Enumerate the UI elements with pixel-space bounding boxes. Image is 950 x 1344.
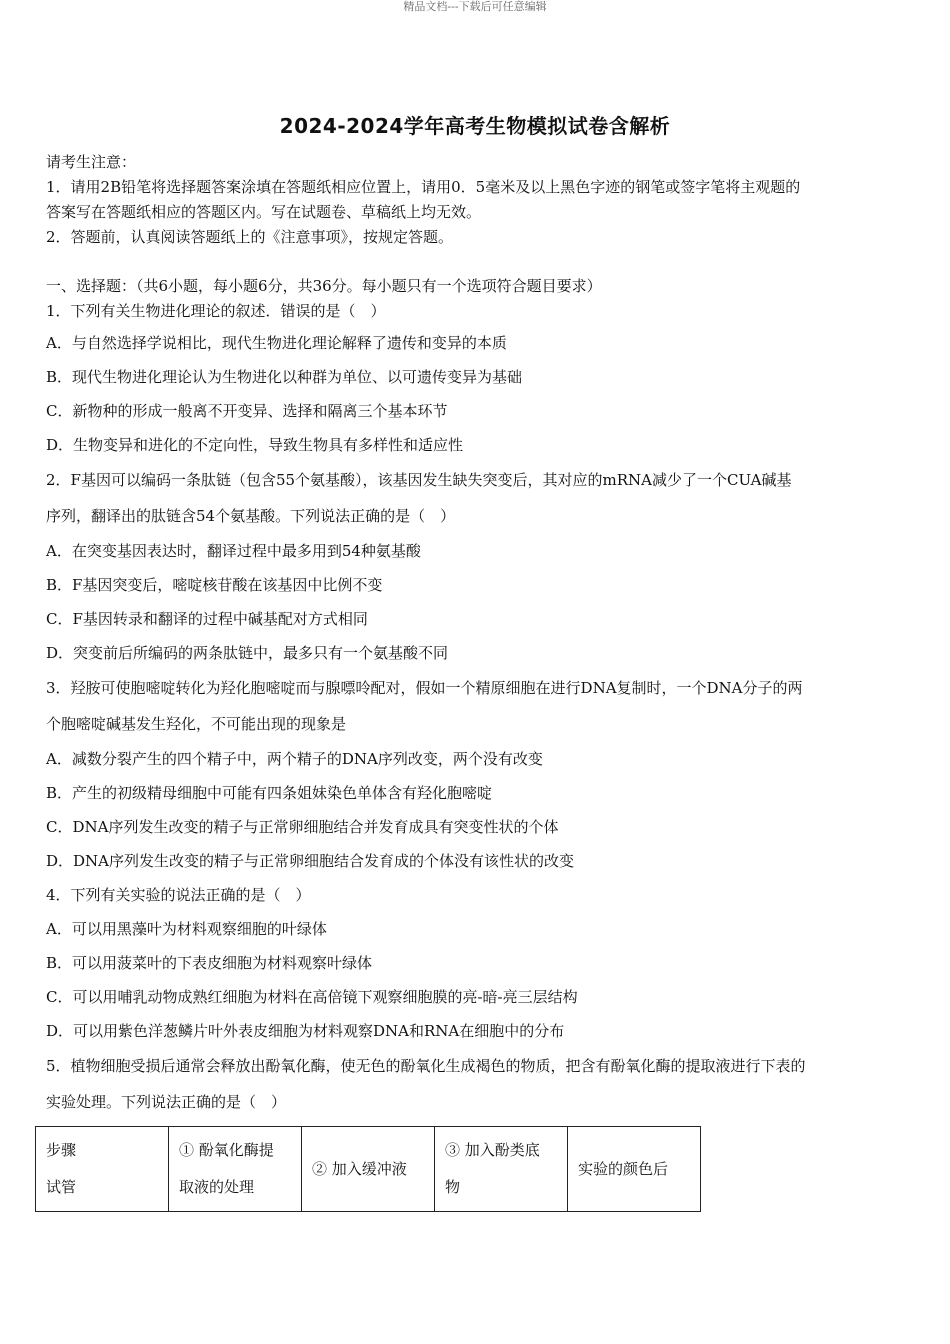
question-4-stem: 4．下列有关实验的说法正确的是（ ） <box>46 886 311 904</box>
notice-item-2: 2．答题前，认真阅读答题纸上的《注意事项》，按规定答题。 <box>46 228 454 246</box>
question-1-option-a: A．与自然选择学说相比，现代生物进化理论解释了遗传和变异的本质 <box>46 334 507 352</box>
question-2-option-a: A．在突变基因表达时，翻译过程中最多用到54种氨基酸 <box>46 542 421 560</box>
section-heading: 一、选择题：（共6小题，每小题6分，共36分。每小题只有一个选项符合题目要求） <box>46 277 602 295</box>
table-header-row <box>36 1127 701 1212</box>
question-5-stem-line-2: 实验处理。下列说法正确的是（ ） <box>46 1093 287 1111</box>
question-2-option-c: C．F基因转录和翻译的过程中碱基配对方式相同 <box>46 610 368 628</box>
table-header-cell <box>568 1127 701 1212</box>
table-header-text: ① 酚氧化酶提 <box>179 1141 274 1159</box>
question-4-option-c: C．可以用哺乳动物成熟红细胞为材料在高倍镜下观察细胞膜的亮-暗-亮三层结构 <box>46 988 578 1006</box>
question-1-option-c: C．新物种的形成一般离不开变异、选择和隔离三个基本环节 <box>46 402 448 420</box>
document-body <box>46 150 898 1120</box>
question-3-option-b: B．产生的初级精母细胞中可能有四条姐妹染色单体含有羟化胞嘧啶 <box>46 784 493 802</box>
question-2-stem-line-2: 序列，翻译出的肽链含54个氨基酸。下列说法正确的是（ ） <box>46 507 456 525</box>
table-header-cell <box>36 1127 169 1212</box>
question-3-option-a: A．减数分裂产生的四个精子中，两个精子的DNA序列改变，两个没有改变 <box>46 750 543 768</box>
question-1-option-d: D．生物变异和进化的不定向性，导致生物具有多样性和适应性 <box>46 436 464 454</box>
question-2-option-d: D．突变前后所编码的两条肽链中，最多只有一个氨基酸不同 <box>46 644 449 662</box>
page-header: 精品文档---下载后可任意编辑 <box>403 0 547 13</box>
question-3-option-d: D．DNA序列发生改变的精子与正常卵细胞结合发育成的个体没有该性状的改变 <box>46 852 575 870</box>
page-title: 2024-2024学年高考生物模拟试卷含解析 <box>279 114 671 138</box>
question-3-option-c: C．DNA序列发生改变的精子与正常卵细胞结合并发育成具有突变性状的个体 <box>46 818 559 836</box>
question-2-stem-line-1: 2．F基因可以编码一条肽链（包含55个氨基酸），该基因发生缺失突变后，其对应的mRNA减少了一个CUA碱基 <box>46 471 792 489</box>
table-header-text: ③ 加入酚类底 <box>445 1141 540 1159</box>
question-4-option-a: A．可以用黑藻叶为材料观察细胞的叶绿体 <box>46 920 327 938</box>
question-4-option-b: B．可以用菠菜叶的下表皮细胞为材料观察叶绿体 <box>46 954 373 972</box>
table-header-cell <box>169 1127 302 1212</box>
table-header-cell <box>435 1127 568 1212</box>
table-header-text: ② 加入缓冲液 <box>312 1159 407 1178</box>
table-header-cell <box>302 1127 435 1212</box>
table-header-text: 步骤 <box>46 1141 77 1159</box>
question-3-stem-line-1: 3．羟胺可使胞嘧啶转化为羟化胞嘧啶而与腺嘌呤配对，假如一个精原细胞在进行DNA复制时，一个DNA分子的两 <box>46 679 803 697</box>
question-4-option-d: D．可以用紫色洋葱鳞片叶外表皮细胞为材料观察DNA和RNA在细胞中的分布 <box>46 1022 565 1040</box>
question-1-option-b: B．现代生物进化理论认为生物进化以种群为单位、以可遗传变异为基础 <box>46 368 523 386</box>
notice-heading: 请考生注意： <box>46 153 137 171</box>
question-2-option-b: B．F基因突变后，嘧啶核苷酸在该基因中比例不变 <box>46 576 383 594</box>
experiment-table <box>35 1126 701 1212</box>
table-header-text: 实验的颜色后 <box>578 1159 669 1178</box>
table-header-text: 物 <box>445 1178 461 1196</box>
notice-item-1-line-2: 答案写在答题纸相应的答题区内。写在试题卷、草稿纸上均无效。 <box>46 203 482 221</box>
question-1-stem: 1．下列有关生物进化理论的叙述．错误的是（ ） <box>46 302 386 320</box>
notice-item-1-line-1: 1．请用2B铅笔将选择题答案涂填在答题纸相应位置上，请用0．5毫米及以上黑色字迹的钢笔或签字笔将主观题的 <box>46 178 801 196</box>
question-3-stem-line-2: 个胞嘧啶碱基发生羟化，不可能出现的现象是 <box>46 715 347 733</box>
question-5-stem-line-1: 5．植物细胞受损后通常会释放出酚氧化酶，使无色的酚氧化生成褐色的物质，把含有酚氧化酶的提取液进行下表的 <box>46 1057 806 1075</box>
table-header-text: 取液的处理 <box>179 1178 255 1196</box>
table-header-text: 试管 <box>46 1178 77 1196</box>
